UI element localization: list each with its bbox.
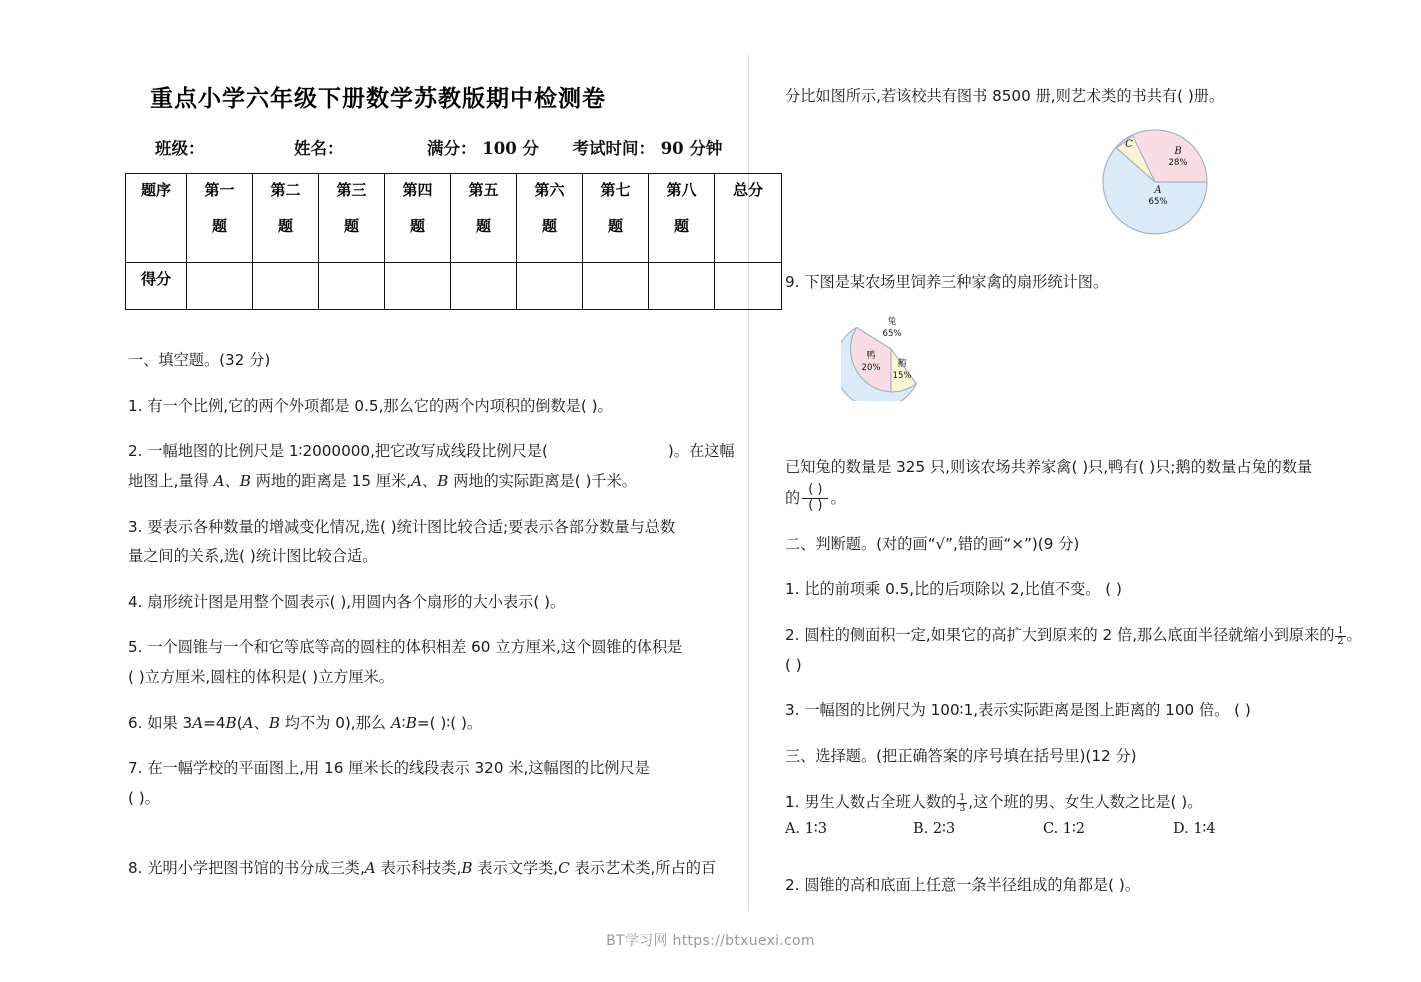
pie-1-label-A: A 65% bbox=[1148, 184, 1168, 208]
q6-c: =4 bbox=[203, 713, 226, 732]
question-1-5: 5. 一个圆锥与一个和它等底等高的圆柱的体积相差 60 立方厘米,这个圆锥的体积是 bbox=[128, 638, 683, 657]
q2-l2-a: 地图上,量得 bbox=[128, 471, 214, 490]
q9-fraction: $\frac{( )}{( )}$ bbox=[802, 483, 828, 514]
question-1-7: 7. 在一幅学校的平面图上,用 16 厘米长的线段表示 320 米,这幅图的比例尺是 bbox=[128, 759, 650, 778]
pie-1-label-B: B 28% bbox=[1168, 145, 1188, 169]
col-4-top: 第四 bbox=[402, 181, 433, 199]
q2-line1-b: )。在这幅 bbox=[667, 442, 735, 461]
q3-1-fraction: $\frac{1}{3}$ bbox=[959, 791, 966, 814]
question-3-1-options bbox=[785, 821, 1407, 837]
q6-var-b1: B bbox=[225, 713, 237, 732]
question-1-9-heading: 9. 下图是某农场里饲养三种家禽的扇形统计图。 bbox=[785, 272, 1109, 291]
question-1-3: 3. 要表示各种数量的增减变化情况,选( )统计图比较合适;要表示各部分数量与总数 bbox=[128, 517, 676, 536]
q6-i: 均不为 0),那么 bbox=[279, 713, 391, 732]
question-1-6 bbox=[128, 709, 740, 739]
q6-var-a1: A bbox=[192, 713, 204, 732]
cell-total-header: 总分 bbox=[715, 174, 782, 263]
pie-2-label-duck: 鸭 20% bbox=[861, 351, 881, 373]
q2-var-b1: B bbox=[239, 471, 251, 490]
col-3-bottom: 题 bbox=[343, 216, 359, 235]
q8-var-c: C bbox=[558, 858, 570, 877]
full-score-label: 满分： bbox=[427, 139, 477, 158]
pie-2-value-rabbit: 65% bbox=[882, 328, 902, 339]
score-cell-4[interactable] bbox=[385, 263, 451, 310]
cell-col-1 bbox=[187, 174, 253, 263]
col-2-bottom: 题 bbox=[277, 216, 293, 235]
section-one-body bbox=[128, 346, 740, 883]
pie-1-svg bbox=[1085, 122, 1235, 242]
exam-time-label: 考试时间： bbox=[572, 139, 655, 158]
question-2-3: 3. 一幅图的比例尺为 100∶1,表示实际距离是图上距离的 100 倍。 ( ) bbox=[785, 701, 1251, 720]
pie-chart-1-graphic bbox=[1085, 122, 1235, 247]
q6-var-b2: B bbox=[268, 713, 280, 732]
q2-sep1: 、 bbox=[224, 471, 240, 490]
question-2-2 bbox=[785, 621, 1407, 651]
q2-var-b2: B bbox=[437, 471, 449, 490]
pie-1-value-B: 28% bbox=[1168, 158, 1188, 169]
pie-chart-2-graphic bbox=[841, 301, 951, 406]
right-column-body bbox=[785, 82, 1407, 901]
poultry-pie-chart bbox=[785, 297, 1407, 427]
pie-2-value-goose: 15% bbox=[892, 370, 912, 381]
col-5-top: 第五 bbox=[468, 181, 499, 199]
q2-line1-a: 2. 一幅地图的比例尺是 1∶2000000,把它改写成线段比例尺是( bbox=[128, 442, 548, 461]
q6-var-a2: A bbox=[242, 713, 254, 732]
score-cell-1[interactable] bbox=[187, 263, 253, 310]
score-cell-3[interactable] bbox=[319, 263, 385, 310]
q6-m: =( )∶( )。 bbox=[416, 713, 483, 732]
col-4-bottom: 题 bbox=[409, 216, 425, 235]
cell-col-4 bbox=[385, 174, 451, 263]
col-7-bottom: 题 bbox=[607, 216, 623, 235]
q2-2-fraction: $\frac{1}{2}$ bbox=[1337, 625, 1344, 648]
question-1-8 bbox=[128, 854, 740, 884]
q6-var-a3: A bbox=[390, 713, 402, 732]
q6-a: 6. 如果 3 bbox=[128, 713, 193, 732]
q8-var-a: A bbox=[364, 858, 376, 877]
score-cell-6[interactable] bbox=[517, 263, 583, 310]
q9-frac-prefix: 的 bbox=[785, 489, 801, 508]
question-1-1: 1. 有一个比例,它的两个外项都是 0.5,那么它的两个内项积的倒数是( )。 bbox=[128, 396, 613, 415]
q6-var-b3: B bbox=[405, 713, 417, 732]
section-two-heading: 二、判断题。(对的画“√”,错的画“×”)(9 分) bbox=[785, 534, 1080, 553]
question-1-9-fraction-line bbox=[785, 483, 1407, 514]
pie-1-value-A: 65% bbox=[1148, 197, 1168, 208]
section-three-heading: 三、选择题。(把正确答案的序号填在括号里)(12 分) bbox=[785, 747, 1137, 765]
q2-l2-e: 两地的距离是 15 厘米, bbox=[250, 471, 412, 490]
question-2-1: 1. 比的前项乘 0.5,比的后项除以 2,比值不变。 ( ) bbox=[785, 580, 1122, 599]
section-one-heading: 一、填空题。(32 分) bbox=[128, 351, 271, 369]
site-watermark: BT学习网 https://btxuexi.com bbox=[606, 933, 815, 949]
cell-score-header: 得分 bbox=[126, 263, 187, 310]
col-7-top: 第七 bbox=[600, 181, 631, 199]
col-8-bottom: 题 bbox=[673, 216, 689, 235]
col-8-top: 第八 bbox=[666, 181, 697, 199]
question-1-4: 4. 扇形统计图是用整个圆表示( ),用圆内各个扇形的大小表示( )。 bbox=[128, 592, 566, 611]
q6-k: ∶ bbox=[401, 713, 406, 732]
q9-frac-suffix: 。 bbox=[830, 489, 846, 508]
col-1-top: 第一 bbox=[204, 181, 235, 199]
score-cell-2[interactable] bbox=[253, 263, 319, 310]
cell-col-7 bbox=[583, 174, 649, 263]
question-1-2-cont bbox=[128, 467, 740, 497]
full-score-value: 100 分 bbox=[482, 139, 539, 158]
col-5-bottom: 题 bbox=[475, 216, 491, 235]
score-cell-8[interactable] bbox=[649, 263, 715, 310]
cell-col-3 bbox=[319, 174, 385, 263]
pie-1-label-C: C bbox=[1125, 138, 1133, 150]
q2-2-period: 。 bbox=[1346, 626, 1362, 645]
col-2-top: 第二 bbox=[270, 181, 301, 199]
cell-col-8 bbox=[649, 174, 715, 263]
score-table bbox=[125, 173, 782, 310]
question-1-9-text: 已知兔的数量是 325 只,则该农场共养家禽( )只,鸭有( )只;鹅的数量占兔的数量 bbox=[785, 458, 1313, 477]
table-row-header bbox=[126, 174, 782, 263]
question-3-2: 2. 圆锥的高和底面上任意一条半径组成的角都是( )。 bbox=[785, 876, 1140, 895]
col-3-top: 第三 bbox=[336, 181, 367, 199]
class-label: 班级： bbox=[155, 139, 205, 158]
q8-var-b: B bbox=[461, 858, 473, 877]
q8-c: 表示科技类, bbox=[375, 858, 462, 877]
q8-e: 表示文学类, bbox=[472, 858, 559, 877]
question-1-8-cont: 分比如图所示,若该校共有图书 8500 册,则艺术类的书共有( )册。 bbox=[785, 87, 1225, 105]
exam-meta-row bbox=[0, 135, 748, 159]
q2-var-a1: A bbox=[213, 471, 225, 490]
q2-var-a2: A bbox=[411, 471, 423, 490]
exam-time-value: 90 分钟 bbox=[660, 139, 723, 158]
page-title: 重点小学六年级下册数学苏教版期中检测卷 bbox=[150, 85, 606, 112]
pie-2-label-goose: 鹅 15% bbox=[892, 359, 912, 381]
library-books-pie-chart bbox=[785, 112, 1407, 242]
right-column bbox=[749, 0, 1421, 901]
col-6-top: 第六 bbox=[534, 181, 565, 199]
q6-g: 、 bbox=[253, 713, 269, 732]
option-b[interactable]: B. 2∶3 bbox=[913, 821, 956, 838]
q2-2-text: 2. 圆柱的侧面积一定,如果它的高扩大到原来的 2 倍,那么底面半径就缩小到原来的 bbox=[785, 626, 1335, 645]
cell-col-5 bbox=[451, 174, 517, 263]
q8-g: 表示艺术类,所占的百 bbox=[569, 858, 717, 877]
question-2-2-blank[interactable]: ( ) bbox=[785, 655, 802, 674]
cell-col-2 bbox=[253, 174, 319, 263]
pie-2-value-duck: 20% bbox=[861, 362, 881, 373]
name-label: 姓名： bbox=[294, 139, 344, 158]
q3-1-text-b: ,这个班的男、女生人数之比是( )。 bbox=[968, 792, 1203, 811]
score-cell-5[interactable] bbox=[451, 263, 517, 310]
q8-a: 8. 光明小学把图书馆的书分成三类, bbox=[128, 858, 365, 877]
cell-row-header: 题序 bbox=[126, 174, 187, 263]
q3-1-text-a: 1. 男生人数占全班人数的 bbox=[785, 792, 957, 811]
pie-2-label-rabbit: 兔 65% bbox=[882, 317, 902, 339]
q2-sep2: 、 bbox=[422, 471, 438, 490]
question-1-2 bbox=[128, 437, 740, 467]
col-1-bottom: 题 bbox=[211, 216, 227, 235]
table-row-score bbox=[126, 263, 782, 310]
question-1-3-cont: 量之间的关系,选( )统计图比较合适。 bbox=[128, 547, 378, 566]
option-c[interactable]: C. 1∶2 bbox=[1043, 821, 1086, 838]
question-1-7-cont: ( )。 bbox=[128, 789, 160, 808]
q6-e: ( bbox=[236, 713, 243, 732]
question-1-5-cont: ( )立方厘米,圆柱的体积是( )立方厘米。 bbox=[128, 668, 394, 687]
option-a[interactable]: A. 1∶3 bbox=[785, 821, 827, 838]
option-d[interactable]: D. 1∶4 bbox=[1173, 821, 1216, 838]
cell-col-6 bbox=[517, 174, 583, 263]
question-3-1 bbox=[785, 788, 1407, 818]
col-6-bottom: 题 bbox=[541, 216, 557, 235]
q2-l2-i: 两地的实际距离是( )千米。 bbox=[448, 471, 637, 490]
left-column bbox=[0, 0, 763, 883]
score-cell-7[interactable] bbox=[583, 263, 649, 310]
